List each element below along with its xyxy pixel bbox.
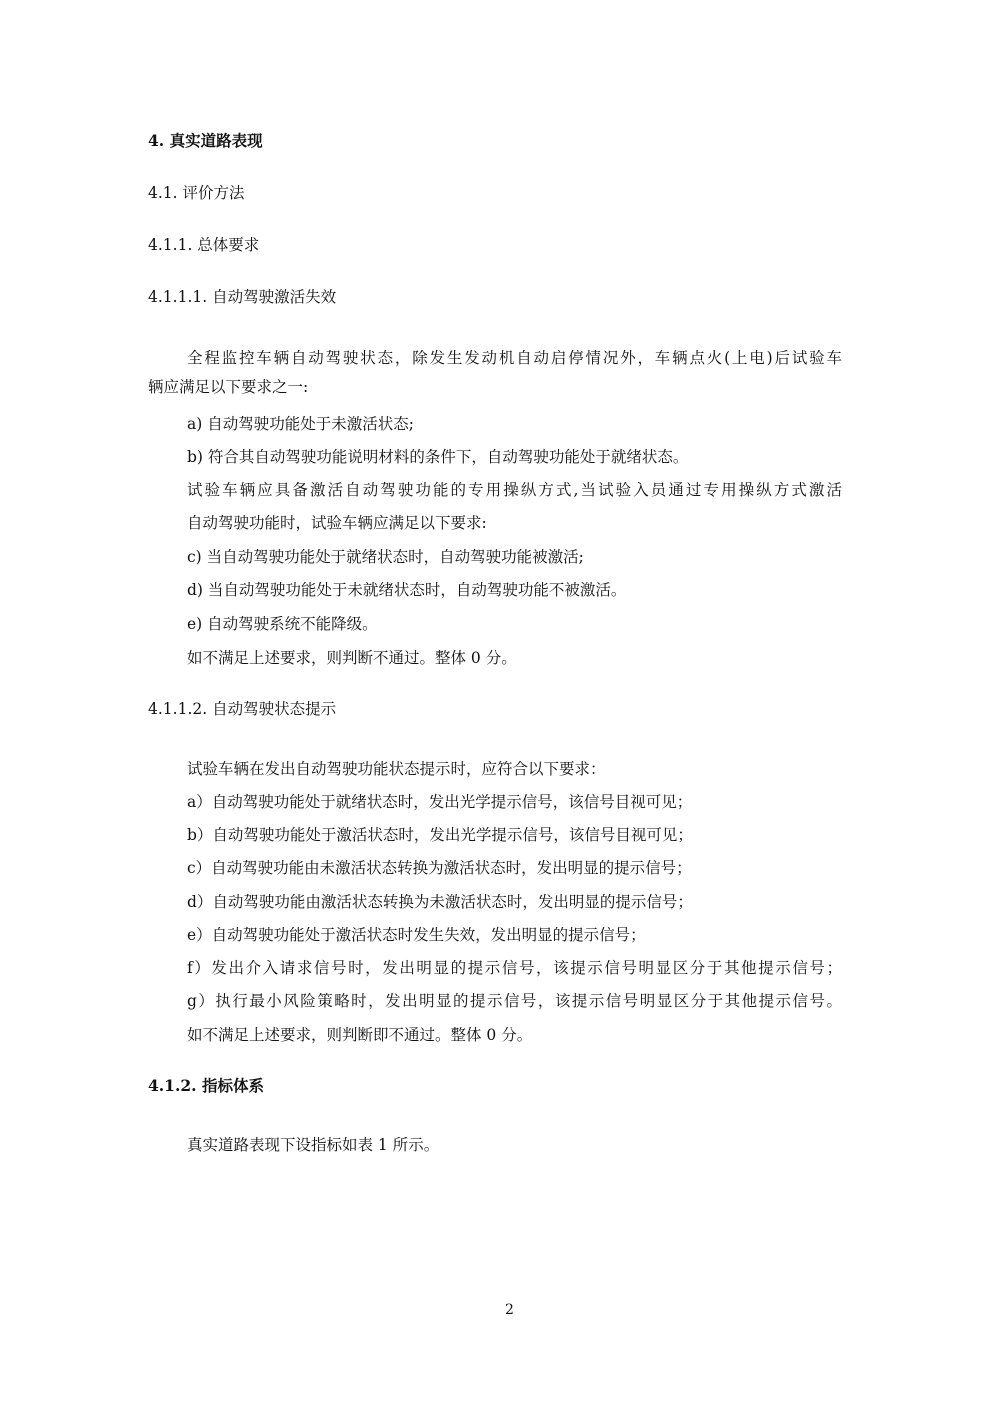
list-item: b) 符合其自动驾驶功能说明材料的条件下，自动驾驶功能处于就绪状态。: [187, 448, 689, 466]
paragraph-line: 全程监控车辆自动驾驶状态，除发生发动机自动启停情况外，车辆点火(上电)后试验车: [187, 349, 842, 367]
list-item: c）自动驾驶功能由未激活状态转换为激活状态时，发出明显的提示信号；: [187, 859, 692, 877]
paragraph-line: 试验车辆在发出自动驾驶功能状态提示时，应符合以下要求：: [187, 760, 606, 778]
fail-statement: 如不满足上述要求，则判断即不通过。整体 0 分。: [187, 1026, 533, 1044]
paragraph-line: 真实道路表现下设指标如表 1 所示。: [187, 1136, 440, 1154]
fail-statement: 如不满足上述要求，则判断不通过。整体 0 分。: [187, 649, 517, 667]
subsection-heading: 4.1.1. 总体要求: [148, 236, 260, 254]
list-item: a) 自动驾驶功能处于未激活状态;: [187, 415, 414, 433]
list-item: c) 当自动驾驶功能处于就绪状态时，自动驾驶功能被激活;: [187, 548, 584, 566]
list-item: a）自动驾驶功能处于就绪状态时，发出光学提示信号，该信号目视可见；: [187, 793, 693, 811]
list-item: b）自动驾驶功能处于激活状态时，发出光学提示信号，该信号目视可见；: [187, 826, 693, 844]
subsection-heading: 4.1. 评价方法: [148, 184, 245, 202]
subsection-heading: 4.1.2. 指标体系: [148, 1076, 264, 1095]
page-number: 2: [505, 1302, 514, 1318]
list-item: f）发出介入请求信号时，发出明显的提示信号，该提示信号明显区分于其他提示信号；: [187, 959, 842, 977]
paragraph-line: 试验车辆应具备激活自动驾驶功能的专用操纵方式,当试验入员通过专用操纵方式激活: [187, 481, 842, 499]
list-item: e) 自动驾驶系统不能降级。: [187, 615, 378, 633]
list-item: g）执行最小风险策略时，发出明显的提示信号，该提示信号明显区分于其他提示信号。: [187, 992, 842, 1010]
list-item: e）自动驾驶功能处于激活状态时发生失效，发出明显的提示信号；: [187, 926, 646, 944]
section-title: 4. 真实道路表现: [148, 131, 263, 150]
list-item: d) 当自动驾驶功能处于未就绪状态时，自动驾驶功能不被激活。: [187, 581, 627, 599]
list-item: d）自动驾驶功能由激活状态转换为未激活状态时，发出明显的提示信号；: [187, 893, 693, 911]
paragraph-line: 辆应满足以下要求之一:: [148, 378, 309, 396]
paragraph-line: 自动驾驶功能时，试验车辆应满足以下要求:: [187, 514, 487, 532]
subsection-heading: 4.1.1.2. 自动驾驶状态提示: [148, 700, 337, 718]
subsection-heading: 4.1.1.1. 自动驾驶激活失效: [148, 288, 337, 306]
